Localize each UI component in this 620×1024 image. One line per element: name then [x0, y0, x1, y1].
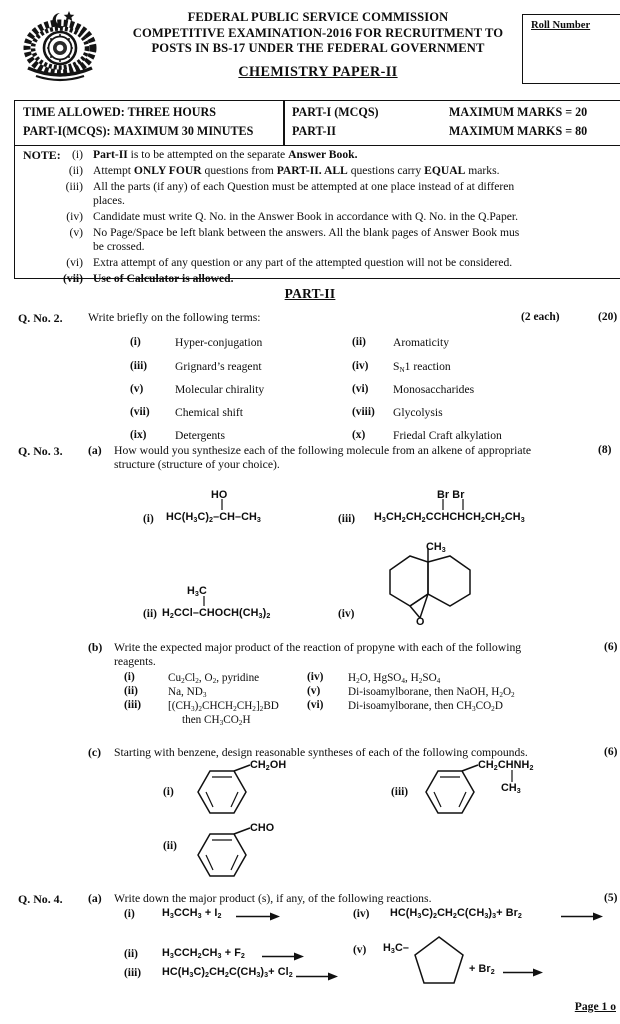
fpsc-emblem-icon [14, 8, 106, 86]
q3b-reagent-5: Di-isoamylborane, then NaOH, $H_2O_2$ [348, 686, 515, 700]
question-2-prompt: Write briefly on the following terms: [88, 311, 261, 324]
q4a-rxn-num-2: (ii) [124, 948, 138, 960]
q3c-benzene-ring-2 [194, 828, 254, 886]
q3a-line1: How would you synthesize each of the following molecule from an alkene of appropriate [114, 444, 532, 457]
q4a-arrow-2-icon [262, 952, 304, 961]
part1-max-marks: MAXIMUM MARKS = 20 [449, 105, 588, 119]
page-number-text: Page 1 o [574, 1000, 616, 1013]
part2-heading: PART-II [284, 286, 336, 301]
header-line-2: COMPETITIVE EXAMINATION-2016 FOR RECRUITMENT TO [132, 25, 504, 40]
q3a-struct-2-substituent: $H_3C$ [187, 585, 207, 599]
paper-title: CHEMISTRY PAPER-II [238, 64, 398, 80]
q3b-reagent-num-4: (iv) [307, 671, 324, 683]
q4a-rxn-5-methyl: $H_3C-$ [383, 942, 409, 956]
q3c-struct-num-2: (ii) [163, 840, 177, 852]
q4a-marks: (5) [604, 892, 618, 904]
exam-header-title [118, 10, 518, 57]
q4a-arrow-3-icon [296, 972, 338, 981]
q2-term-7: Chemical shift [175, 406, 243, 419]
q3c-struct-1-label: $CH_2OH$ [250, 759, 287, 773]
q2-term-num-5: (v) [130, 383, 144, 395]
q4a-rxn-num-4: (iv) [353, 908, 370, 920]
q3a-marks: (8) [598, 444, 612, 456]
q2-term-2: Aromaticity [393, 336, 450, 349]
q4a-arrow-1-icon [236, 912, 280, 921]
q4a-rxn-2-formula: $H_3CCH_2CH_3 + F_2$ [162, 947, 245, 961]
part2-label: PART-II [292, 124, 336, 138]
page-footer [0, 997, 620, 1015]
q3c-struct-num-1: (i) [163, 786, 174, 798]
q2-term-num-6: (vi) [352, 383, 369, 395]
q3a-struct-4-methyl-label: $CH_3$ [426, 541, 446, 555]
q4a-arrow-5-icon [503, 968, 543, 977]
q4a-line1: Write down the major product (s), if any, of the following reactions. [114, 892, 432, 905]
q2-term-num-7: (vii) [130, 406, 150, 418]
q3a-letter: (a) [88, 444, 102, 457]
q3c-struct-3-label: $CH_2CHNH_2$ [478, 759, 534, 773]
note-text-4: Candidate must write Q. No. in the Answer Book in accordance with Q. No. in the Q.Paper. [93, 210, 519, 223]
note-text-7: Use of Calculator is allowed. [93, 272, 234, 285]
q3a-struct-2-bond [202, 596, 206, 606]
q3b-reagent-3: $[(CH_3)_2CHCH_2CH_2]_2BD$ [168, 700, 279, 714]
q3b-letter: (b) [88, 641, 103, 654]
q3b-reagent-6: Di-isoamylborane, then $CH_3CO_2D$ [348, 700, 503, 714]
q2-term-num-10: (x) [352, 429, 366, 441]
roll-number-label: Roll Number [531, 20, 591, 31]
info-table-divider [283, 101, 285, 145]
question-4-label: Q. No. 4. [18, 892, 63, 906]
q3c-struct-2-label: CHO [250, 822, 275, 834]
q3b-reagent-num-6: (vi) [307, 699, 324, 711]
q4a-cyclopentane-ring-icon [413, 935, 469, 991]
q2-term-6: Monosaccharides [393, 383, 475, 396]
q4a-rxn-num-1: (i) [124, 908, 135, 920]
q3a-struct-num-1: (i) [143, 513, 154, 525]
q2-term-4: $S_N1$ reaction [393, 360, 451, 374]
header-line-1: FEDERAL PUBLIC SERVICE COMMISSION [187, 10, 449, 24]
question-2-each-marks: (2 each) [521, 311, 560, 323]
q2-term-num-1: (i) [130, 336, 141, 348]
q3b-line2: reagents. [114, 655, 156, 668]
exam-info-table [14, 100, 620, 146]
q2-term-9: Detergents [175, 429, 226, 442]
note-num-6: (vi) [66, 256, 83, 269]
note-box [14, 144, 620, 285]
q3b-reagent-1: $Cu_2Cl_2$, $O_2$, pyridine [168, 672, 260, 686]
note-num-3: (iii) [65, 180, 83, 193]
note-num-1: (i) [72, 148, 83, 161]
q3b-reagent-num-5: (v) [307, 685, 321, 697]
note-text-6: Extra attempt of any question or any part of the attempted question will not be considered. [93, 256, 513, 269]
q4a-rxn-num-5: (v) [353, 944, 367, 956]
q3a-struct-3-bonds [441, 499, 469, 510]
question-2-marks: (20) [598, 311, 618, 323]
note-text-1: Part-II is to be attempted on the separate Answer Book. [93, 148, 358, 161]
question-2-label: Q. No. 2. [18, 311, 63, 325]
q3a-struct-num-4: (iv) [338, 608, 355, 620]
q3a-struct-num-3: (iii) [338, 513, 356, 525]
question-3-label: Q. No. 3. [18, 444, 63, 458]
note-num-2: (ii) [68, 164, 83, 177]
q4a-rxn-1-formula: $H_3CCH_3 + I_2$ [162, 907, 222, 921]
q2-term-8: Glycolysis [393, 406, 443, 419]
note-text-5: No Page/Space be left blank between the answers. All the blank pages of Answer Book mus [93, 226, 520, 239]
q4a-rxn-5-bromine: + $Br_2$ [469, 963, 495, 977]
q3b-reagent-num-3: (iii) [124, 699, 142, 711]
q3c-benzene-ring-1 [194, 765, 254, 823]
note-num-7: (vii) [63, 272, 83, 285]
q3b-reagent-num-1: (i) [124, 671, 135, 683]
part2-max-marks: MAXIMUM MARKS = 80 [449, 124, 588, 138]
q4a-arrow-4-icon [561, 912, 603, 921]
q3b-reagent-4: $H_2O$, HgSO$_4$, $H_2SO_4$ [348, 672, 441, 686]
q4a-rxn-num-3: (iii) [124, 967, 142, 979]
roll-number-box[interactable] [522, 14, 620, 84]
q3c-struct-3-label2: $CH_3$ [501, 782, 521, 796]
note-text-3b: places. [93, 194, 125, 207]
q3a-struct-1-formula: $HC(H_3C)_2-CH-CH_3$ [166, 511, 261, 525]
q2-term-num-8: (viii) [352, 406, 375, 418]
q2-term-5: Molecular chirality [175, 383, 265, 396]
q2-term-10: Friedal Craft alkylation [393, 429, 502, 442]
note-num-4: (iv) [66, 210, 83, 223]
q3c-struct-num-3: (iii) [391, 786, 409, 798]
note-num-5: (v) [69, 226, 83, 239]
q2-term-num-9: (ix) [130, 429, 147, 441]
q3a-struct-3-substituent: Br Br [437, 489, 465, 501]
q3a-struct-3-formula: $H_3CH_2CH_2CCHCHCH_2CH_2CH_3$ [374, 511, 525, 525]
q3b-marks: (6) [604, 641, 618, 653]
part1-label: PART-I (MCQS) [292, 105, 379, 119]
q3b-line1: Write the expected major product of the reaction of propyne with each of the following [114, 641, 522, 654]
q3a-line2: structure (structure of your choice). [114, 458, 280, 471]
note-text-5b: be crossed. [93, 240, 145, 253]
note-text-2: Attempt ONLY FOUR questions from PART-II. ALL questions carry EQUAL marks. [93, 164, 500, 177]
q2-term-num-4: (iv) [352, 360, 369, 372]
q3b-reagent-3-cont: then $CH_3CO_2H$ [182, 714, 251, 728]
q3a-struct-1-bond [220, 499, 224, 510]
q2-term-1: Hyper-conjugation [175, 336, 263, 349]
q3a-epoxide-oxygen-label: O [416, 616, 425, 628]
q2-term-num-2: (ii) [352, 336, 366, 348]
q3a-struct-num-2: (ii) [143, 608, 157, 620]
q4a-rxn-3-formula: $HC(H_3C)_2CH_2C(CH_3)_3+ Cl_2$ [162, 966, 293, 980]
q3a-struct-1-substituent: HO [211, 489, 228, 501]
q3c-line1: Starting with benzene, design reasonable syntheses of each of the following compounds. [114, 746, 528, 759]
header-line-3: POSTS IN BS-17 UNDER THE FEDERAL GOVERNMENT [151, 41, 485, 55]
q2-term-num-3: (iii) [130, 360, 148, 372]
q3a-decalin-epoxide-structure [380, 552, 500, 627]
q3c-letter: (c) [88, 746, 101, 759]
time-allowed-text: TIME ALLOWED: THREE HOURS [23, 105, 216, 119]
q2-term-3: Grignard’s reagent [175, 360, 262, 373]
part1-time-text: PART-I(MCQS): MAXIMUM 30 MINUTES [23, 124, 254, 138]
q3b-reagent-2: Na, $ND_3$ [168, 686, 207, 700]
q3c-struct-3-bond [510, 770, 514, 782]
q3c-marks: (6) [604, 746, 618, 758]
q4a-letter: (a) [88, 892, 102, 905]
note-label: NOTE: [23, 148, 61, 162]
note-text-3: All the parts (if any) of each Question must be attempted at one place instead of at differen [93, 180, 515, 193]
q3c-benzene-ring-3 [422, 765, 482, 823]
q4a-rxn-4-formula: $HC(H_3C)_2CH_2C(CH_3)_3+ Br_2$ [390, 907, 522, 921]
q3a-struct-2-formula: $H_2CCl-CHOCH(CH_3)_2$ [162, 607, 271, 621]
q3b-reagent-num-2: (ii) [124, 685, 138, 697]
